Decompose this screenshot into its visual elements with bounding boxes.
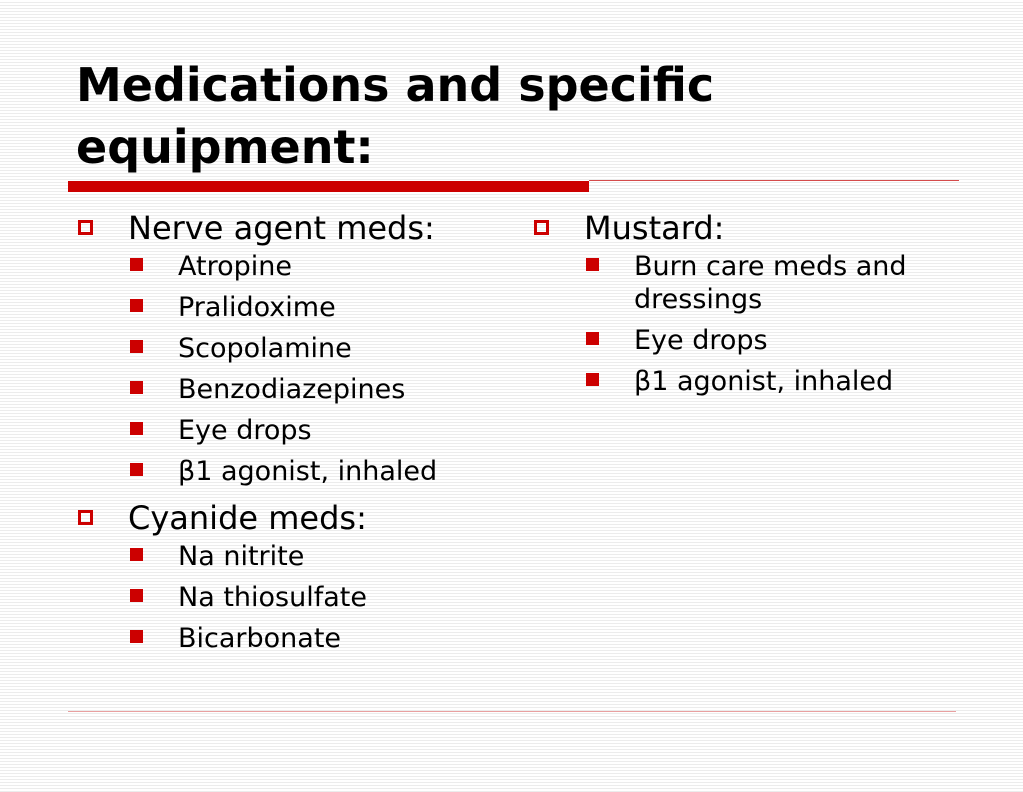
list-item [534,365,964,398]
title-underline-thin [589,180,959,181]
hollow-square-bullet-icon [78,220,93,235]
list-item [78,455,518,488]
list-item [78,622,518,655]
bullet-mustard [534,206,964,250]
filled-square-bullet-icon [130,422,143,435]
list-item-text: Pralidoxime [178,292,336,323]
bullet-heading: Mustard: [584,209,725,247]
bullet-heading: Cyanide meds: [128,499,367,537]
list-item [78,291,518,324]
filled-square-bullet-icon [586,258,599,271]
list-item [78,373,518,406]
left-column [78,206,518,663]
list-item [534,324,964,357]
list-item-text: Scopolamine [178,333,352,364]
bullet-nerve-agent-meds [78,206,518,250]
list-item-text: Na nitrite [178,541,305,572]
list-item [78,332,518,365]
list-item-text: Eye drops [178,415,312,446]
filled-square-bullet-icon [586,373,599,386]
list-item-text: Na thiosulfate [178,582,367,613]
title-underline-thick [68,181,589,192]
slide-title: Medications and specific equipment: [76,58,715,174]
filled-square-bullet-icon [130,589,143,602]
hollow-square-bullet-icon [78,510,93,525]
list-item-text: Eye drops [634,325,768,356]
mustard-list [534,250,964,398]
list-item [534,250,964,316]
filled-square-bullet-icon [130,258,143,271]
list-item-text: Burn care meds and dressings [634,251,907,315]
list-item-text: β1 agonist, inhaled [178,456,438,487]
list-item-text: β1 agonist, inhaled [634,366,894,397]
list-item [78,581,518,614]
filled-square-bullet-icon [130,299,143,312]
filled-square-bullet-icon [130,630,143,643]
list-item-text: Bicarbonate [178,623,342,654]
right-column [534,206,964,406]
list-item-text: Atropine [178,251,292,282]
cyanide-meds-list [78,540,518,655]
filled-square-bullet-icon [130,381,143,394]
filled-square-bullet-icon [130,463,143,476]
filled-square-bullet-icon [130,340,143,353]
hollow-square-bullet-icon [534,220,549,235]
nerve-agent-meds-list [78,250,518,488]
list-item [78,540,518,573]
bullet-cyanide-meds [78,496,518,540]
list-item [78,250,518,283]
list-item-text: Benzodiazepines [178,374,406,405]
list-item [78,414,518,447]
bullet-heading: Nerve agent meds: [128,209,435,247]
filled-square-bullet-icon [130,548,143,561]
footer-divider [68,711,956,712]
filled-square-bullet-icon [586,332,599,345]
